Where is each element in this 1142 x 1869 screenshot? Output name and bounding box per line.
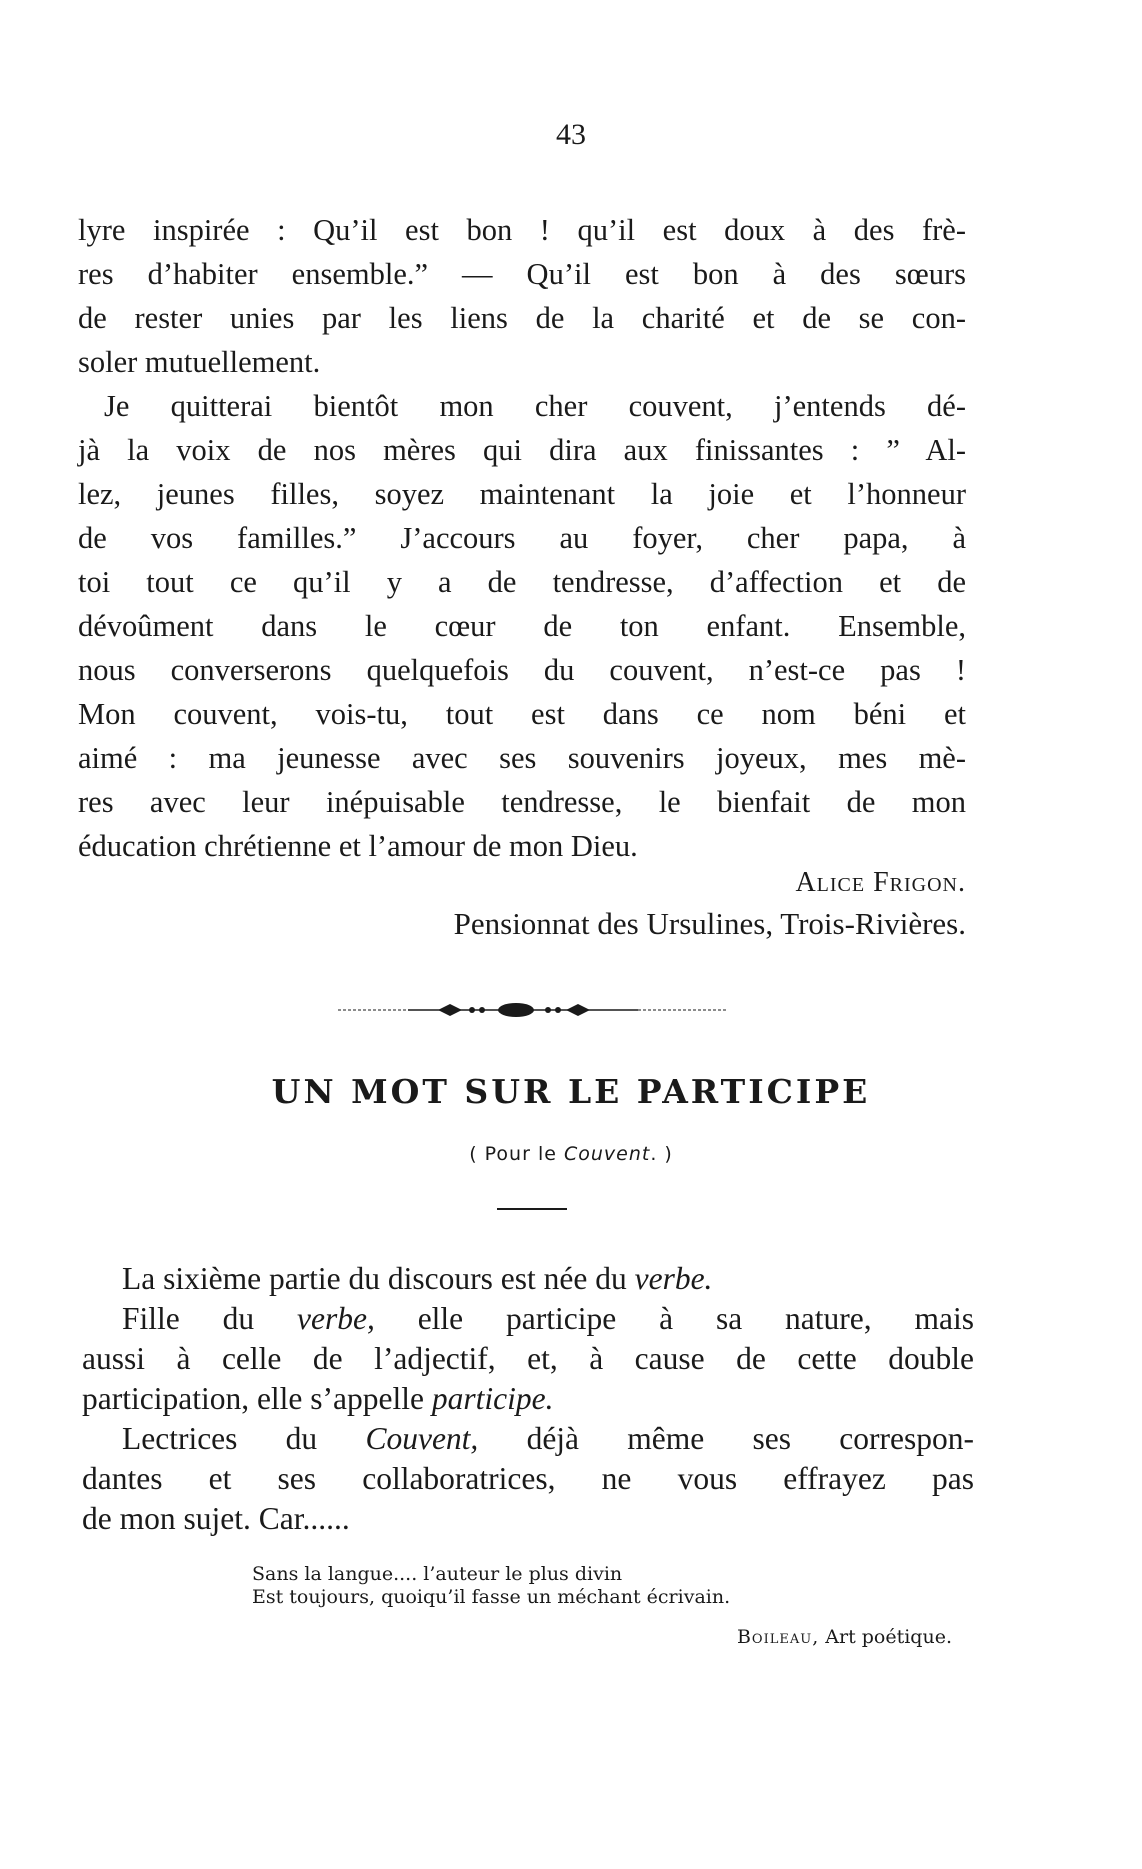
text-line: dévoûment dans le cœur de ton enfant. Ensemble, (78, 609, 966, 643)
author-signature: Alice Frigon. (795, 867, 966, 898)
subtitle-suffix: . ) (650, 1143, 673, 1165)
paragraph-continuation (78, 208, 966, 384)
text-line (96, 1259, 974, 1299)
text-line: lez, jeunes filles, soyez maintenant la joie et l’honneur (78, 477, 966, 511)
text-line: toi tout ce qu’il y a de tendresse, d’affection et de (78, 565, 966, 599)
section-title: UN MOT SUR LE PARTICIPE (271, 1072, 871, 1111)
text-line: de rester unies par les liens de la charité et de se con- (78, 301, 966, 335)
page-number: 43 (556, 118, 586, 151)
text-line: jà la voix de nos mères qui dira aux finissantes : ” Al- (78, 433, 966, 467)
section-subtitle (0, 1143, 1142, 1165)
text-line: aussi à celle de l’adjectif, et, à cause de cette double (82, 1341, 974, 1376)
italic-journal: Couvent, (365, 1421, 479, 1456)
text-line (96, 1299, 974, 1339)
subtitle-prefix: ( Pour le (469, 1143, 564, 1165)
verse-quotation (252, 1563, 952, 1609)
text-line: res d’habiter ensemble.” — Qu’il est bon à des sœurs (78, 257, 966, 291)
text-line: res avec leur inépuisable tendresse, le bienfait de mon (78, 785, 966, 819)
text-line: Je quitterai bientôt mon cher couvent, j’entends dé- (104, 389, 966, 423)
quote-attribution (737, 1626, 952, 1648)
italic-term: verbe, (297, 1301, 375, 1336)
ornament-divider-icon (338, 998, 728, 1022)
text-line (82, 1379, 974, 1419)
text-line: lyre inspirée : Qu’il est bon ! qu’il est doux à des frè- (78, 213, 966, 247)
verse-line: Sans la langue.... l’auteur le plus divin (252, 1563, 623, 1585)
paragraph-couvent (78, 384, 966, 868)
text-line: dantes et ses collaboratrices, ne vous effrayez pas (82, 1461, 974, 1496)
author-school: Pensionnat des Ursulines, Trois-Rivières. (453, 906, 966, 941)
paragraph-participe (82, 1259, 974, 1419)
quote-work: Art poétique. (819, 1626, 952, 1648)
text-run: La sixième partie du discours est née du (122, 1261, 635, 1296)
section-rule (497, 1208, 567, 1210)
text-line (96, 1419, 974, 1459)
text-line: Mon couvent, vois-tu, tout est dans ce nom béni et (78, 697, 966, 731)
text-run: elle participe à sa nature, mais (374, 1301, 974, 1336)
quote-author: Boileau, (736, 1626, 820, 1648)
text-line: de mon sujet. Car...... (82, 1501, 350, 1536)
text-line: nous converserons quelquefois du couvent, n’est-ce pas ! (78, 653, 966, 687)
italic-term: participe. (431, 1381, 554, 1416)
subtitle-journal: Couvent (563, 1143, 651, 1165)
italic-term: verbe. (634, 1261, 713, 1296)
paragraph-lectrices (82, 1419, 974, 1539)
text-run: déjà même ses correspon- (478, 1421, 974, 1456)
verse-line: Est toujours, quoiqu’il fasse un méchant écrivain. (252, 1586, 731, 1608)
text-line: aimé : ma jeunesse avec ses souvenirs joyeux, mes mè- (78, 741, 966, 775)
text-run: Fille du (122, 1301, 297, 1336)
text-run: participation, elle s’appelle (82, 1381, 432, 1416)
text-line: éducation chrétienne et l’amour de mon Dieu. (78, 829, 638, 863)
text-line: soler mutuellement. (78, 345, 321, 379)
text-line: de vos familles.” J’accours au foyer, cher papa, à (78, 521, 966, 555)
text-run: Lectrices du (122, 1421, 366, 1456)
